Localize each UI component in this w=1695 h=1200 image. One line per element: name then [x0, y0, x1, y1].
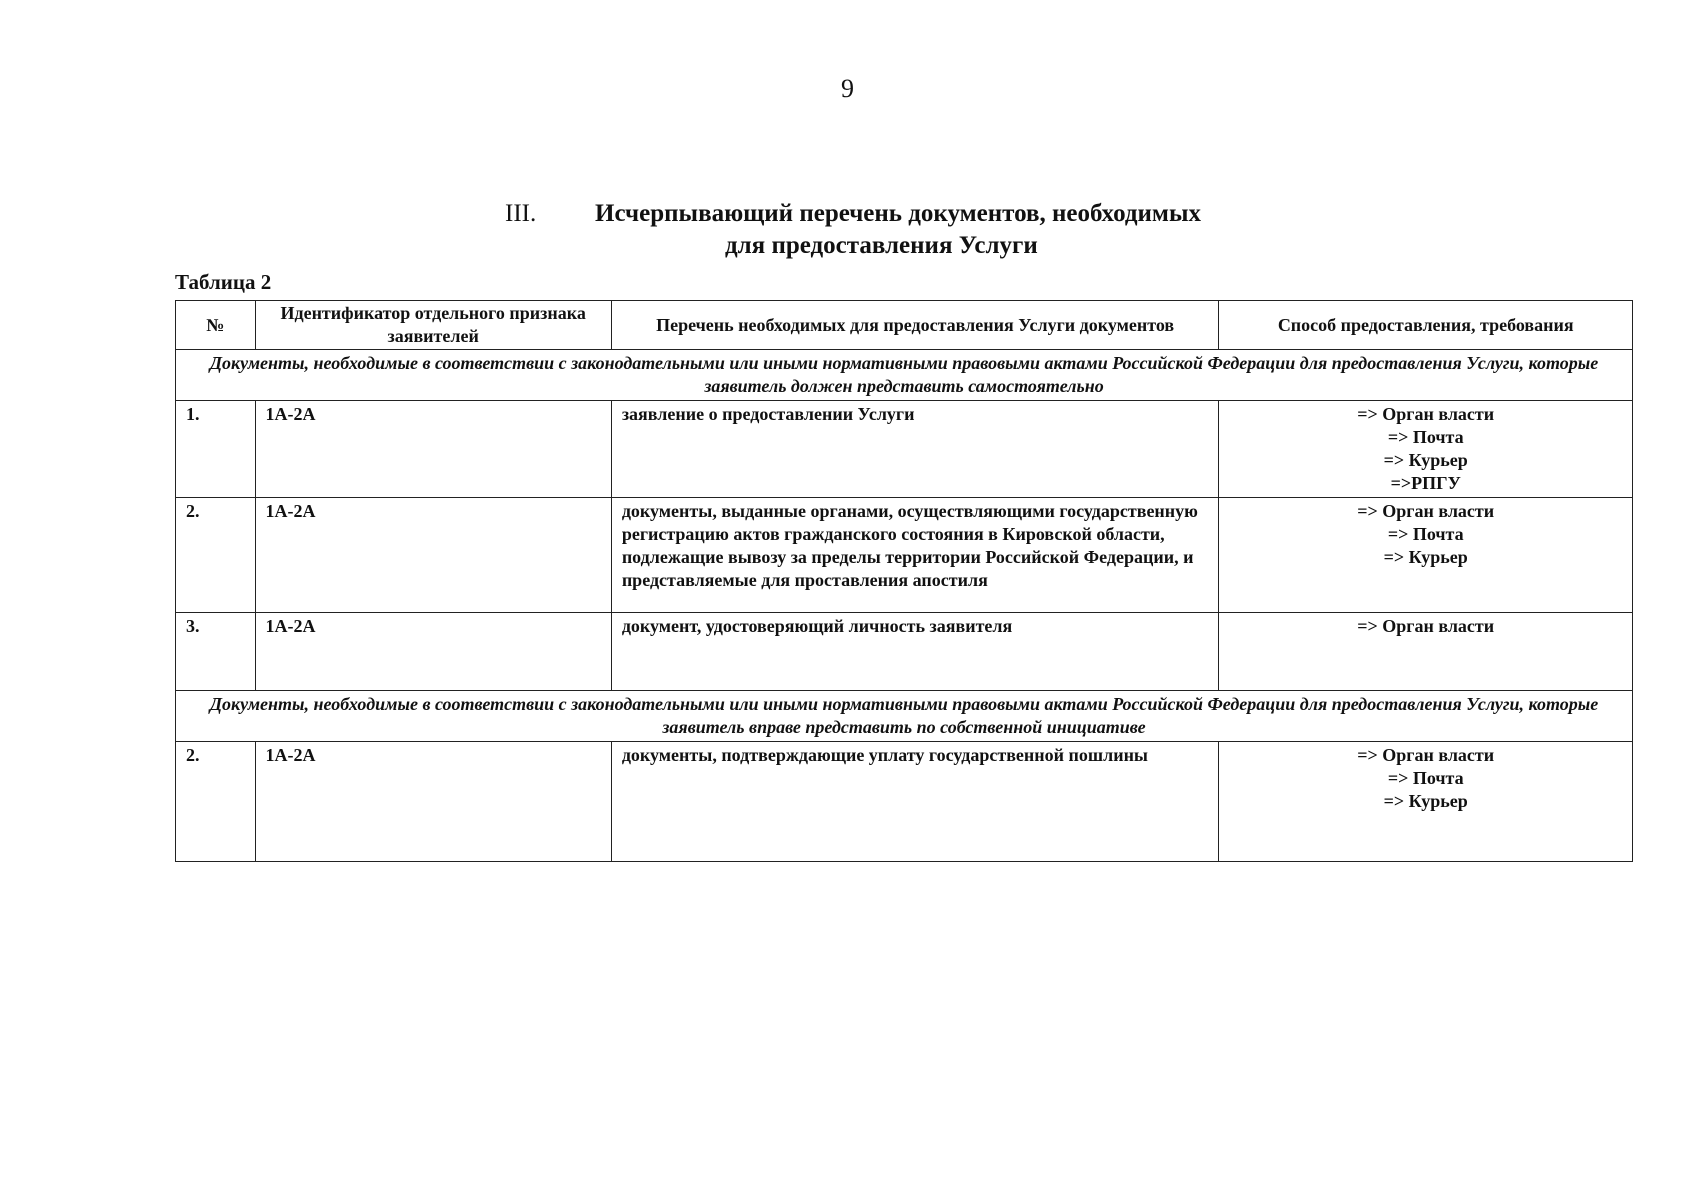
row-identifier: 1А-2А: [255, 401, 611, 498]
row-methods: [1219, 613, 1633, 691]
section-title-row: [176, 350, 1633, 401]
table-header-row: [176, 301, 1633, 350]
row-number: 2.: [176, 498, 256, 613]
row-methods: [1219, 498, 1633, 613]
documents-table: [175, 300, 1633, 862]
heading-line-1: Исчерпывающий перечень документов, необходимых: [595, 200, 1201, 227]
method-item: => Орган власти: [1357, 501, 1495, 521]
method-item: => Курьер: [1383, 547, 1468, 567]
section-title: Документы, необходимые в соответствии с законодательными или иными нормативными правовыми актами Российской Федерации для предоставления Услуги, которые заявитель вправе представить по собственной инициативе: [176, 691, 1633, 742]
row-identifier: 1А-2А: [255, 498, 611, 613]
row-document: документы, подтверждающие уплату государственной пошлины: [611, 742, 1219, 862]
row-methods: [1219, 742, 1633, 862]
page-number: 9: [841, 74, 854, 103]
row-document: документ, удостоверяющий личность заявителя: [611, 613, 1219, 691]
row-number: 3.: [176, 613, 256, 691]
method-item: => Почта: [1387, 427, 1464, 447]
method-item: => Курьер: [1383, 450, 1468, 470]
method-item: => Орган власти: [1357, 404, 1495, 424]
table-caption: Таблица 2: [175, 270, 272, 294]
section-numeral: III.: [505, 200, 537, 227]
method-item: => Орган власти: [1357, 616, 1495, 636]
method-item: => Почта: [1387, 524, 1464, 544]
method-item: => Курьер: [1383, 791, 1468, 811]
row-identifier: 1А-2А: [255, 742, 611, 862]
heading-line-2: для предоставления Услуги: [725, 232, 1038, 259]
method-item: =>РПГУ: [1390, 473, 1461, 493]
header-identifier: Идентификатор отдельного признака заявителей: [255, 301, 611, 350]
row-methods: [1219, 401, 1633, 498]
table-row: [176, 401, 1633, 498]
table-row: [176, 498, 1633, 613]
table-row: [176, 742, 1633, 862]
row-document: заявление о предоставлении Услуги: [611, 401, 1219, 498]
method-item: => Почта: [1387, 768, 1464, 788]
row-number: 2.: [176, 742, 256, 862]
method-item: => Орган власти: [1357, 745, 1495, 765]
section-title: Документы, необходимые в соответствии с законодательными или иными нормативными правовыми актами Российской Федерации для предоставления Услуги, которые заявитель должен представить самостоятельно: [176, 350, 1633, 401]
header-method: Способ предоставления, требования: [1219, 301, 1633, 350]
header-number: №: [176, 301, 256, 350]
row-document: документы, выданные органами, осуществляющими государственную регистрацию актов гражданского состояния в Кировской области, подлежащие вывозу за пределы территории Российской Федерации, и представляемые для проставления апостиля: [611, 498, 1219, 613]
row-number: 1.: [176, 401, 256, 498]
row-identifier: 1А-2А: [255, 613, 611, 691]
section-title-row: [176, 691, 1633, 742]
header-documents: Перечень необходимых для предоставления Услуги документов: [611, 301, 1219, 350]
table-row: [176, 613, 1633, 691]
